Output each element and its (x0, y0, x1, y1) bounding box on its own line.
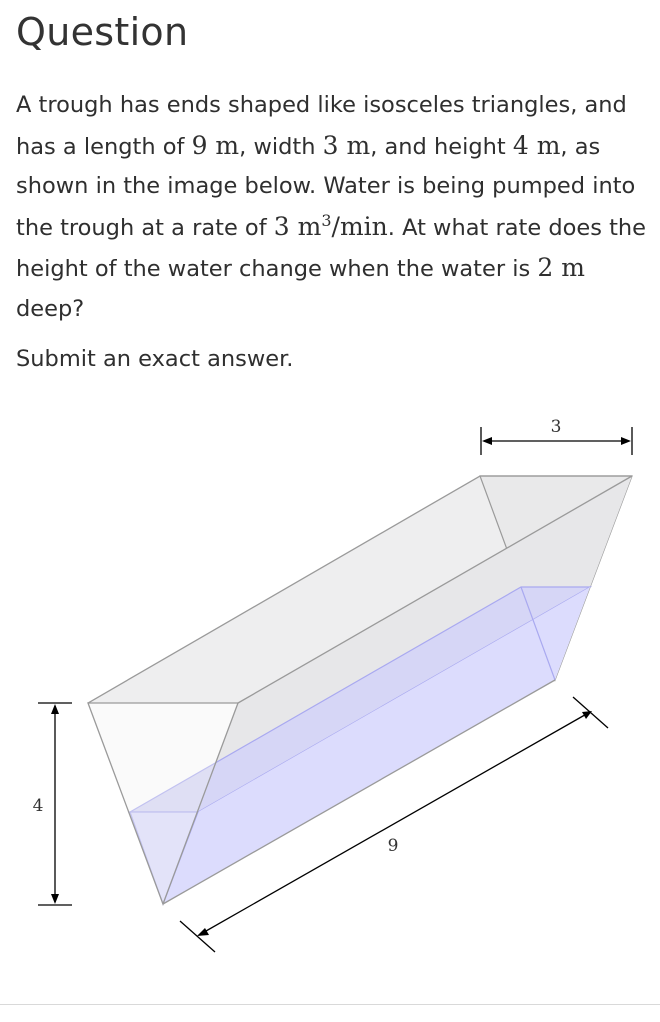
height-value: 4 m (512, 130, 561, 160)
rate-exponent: 3 (321, 210, 332, 230)
height-label: 4 (32, 796, 44, 816)
problem-text-part: deep? (16, 295, 85, 322)
problem-text-part: , as shown in the image below. Water is being pumped into the trough at a rate of (16, 133, 636, 241)
length-label: 9 (387, 836, 399, 856)
rate-number: 3 m (273, 211, 322, 241)
width-label: 3 (550, 417, 562, 437)
length-value: 9 m (191, 130, 240, 160)
depth-value: 2 m (537, 253, 585, 282)
problem-text-part: , and height (370, 133, 513, 160)
width-value: 3 m (322, 130, 371, 160)
problem-text-part: , width (239, 133, 323, 160)
problem-text (16, 86, 646, 329)
rate-value (274, 212, 388, 241)
bottom-divider (0, 1004, 660, 1005)
page-title: Question (16, 10, 189, 54)
problem-text-part: . At what rate does the height of the water change when the water is (16, 214, 647, 282)
instruction-text: Submit an exact answer. (16, 346, 294, 372)
problem-text-part: A trough has ends shaped like isosceles triangles, and has a length of (16, 92, 627, 160)
trough-diagram (0, 395, 660, 975)
rate-unit: /min (331, 211, 388, 241)
